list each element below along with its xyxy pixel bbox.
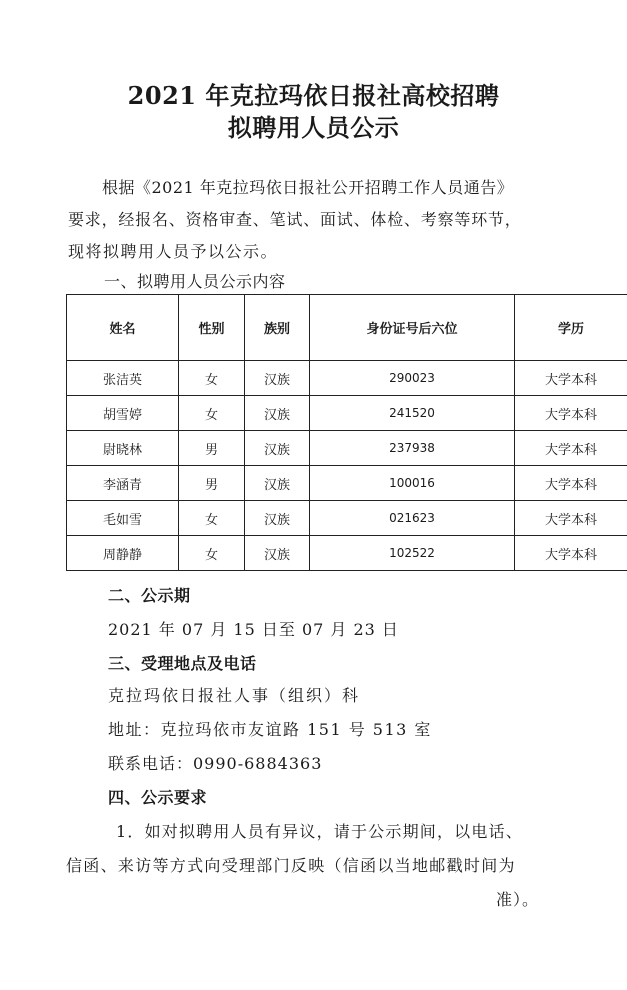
cell-ethnicity: 汉族 (245, 396, 310, 431)
intro-paragraph-line-1: 根据《2021 年克拉玛依日报社公开招聘工作人员通告》 (102, 178, 514, 197)
cell-ethnicity: 汉族 (245, 361, 310, 396)
cell-id-last-six: 102522 (310, 536, 515, 571)
publicity-period: 2021 年 07 月 15 日至 07 月 23 日 (108, 620, 399, 639)
cell-education: 大学本科 (515, 536, 627, 571)
table-row (67, 501, 627, 536)
requirement-line-2: 信函、来访等方式向受理部门反映（信函以当地邮戳时间为 (66, 856, 516, 875)
cell-ethnicity: 汉族 (245, 466, 310, 501)
cell-id-last-six: 290023 (310, 361, 515, 396)
cell-id-last-six: 237938 (310, 431, 515, 466)
table-row (67, 466, 627, 501)
cell-name: 毛如雪 (67, 501, 179, 536)
cell-id-last-six: 021623 (310, 501, 515, 536)
cell-name: 张洁英 (67, 361, 179, 396)
column-header-education: 学历 (515, 295, 627, 361)
cell-ethnicity: 汉族 (245, 501, 310, 536)
document-title-line-1: 2021 年克拉玛依日报社高校招聘 (127, 81, 500, 110)
accepting-office: 克拉玛依日报社人事（组织）科 (108, 686, 361, 705)
contact-phone: 联系电话：0990-6884363 (108, 754, 323, 773)
cell-education: 大学本科 (515, 361, 627, 396)
cell-gender: 男 (179, 466, 245, 501)
requirement-line-1: 1．如对拟聘用人员有异议，请于公示期间，以电话、 (116, 822, 523, 841)
table-row (67, 396, 627, 431)
section-3-heading: 三、受理地点及电话 (108, 654, 257, 673)
column-header-name: 姓名 (67, 295, 179, 361)
cell-ethnicity: 汉族 (245, 431, 310, 466)
cell-name: 周静静 (67, 536, 179, 571)
cell-education: 大学本科 (515, 466, 627, 501)
office-address: 地址：克拉玛依市友谊路 151 号 513 室 (108, 720, 432, 739)
section-2-heading: 二、公示期 (108, 586, 191, 605)
intro-paragraph-line-3: 现将拟聘用人员予以公示。 (68, 242, 279, 261)
cell-gender: 女 (179, 396, 245, 431)
document-title-line-2: 拟聘用人员公示 (227, 113, 400, 142)
cell-education: 大学本科 (515, 396, 627, 431)
cell-name: 李涵青 (67, 466, 179, 501)
table-row (67, 361, 627, 396)
cell-education: 大学本科 (515, 501, 627, 536)
table-header-row (67, 295, 627, 361)
cell-name: 胡雪婷 (67, 396, 179, 431)
cell-ethnicity: 汉族 (245, 536, 310, 571)
table-row (67, 536, 627, 571)
candidates-table (66, 294, 627, 571)
cell-gender: 女 (179, 501, 245, 536)
cell-gender: 男 (179, 431, 245, 466)
cell-gender: 女 (179, 536, 245, 571)
section-1-heading: 一、拟聘用人员公示内容 (104, 272, 286, 291)
requirement-line-3: 准）。 (496, 890, 540, 909)
cell-education: 大学本科 (515, 431, 627, 466)
cell-gender: 女 (179, 361, 245, 396)
cell-id-last-six: 241520 (310, 396, 515, 431)
cell-name: 尉晓林 (67, 431, 179, 466)
table-row (67, 431, 627, 466)
cell-id-last-six: 100016 (310, 466, 515, 501)
intro-paragraph-line-2: 要求，经报名、资格审查、笔试、面试、体检、考察等环节， (68, 210, 522, 229)
column-header-id-last-six: 身份证号后六位 (310, 295, 515, 361)
column-header-gender: 性别 (179, 295, 245, 361)
section-4-heading: 四、公示要求 (108, 788, 208, 807)
column-header-ethnicity: 族别 (245, 295, 310, 361)
